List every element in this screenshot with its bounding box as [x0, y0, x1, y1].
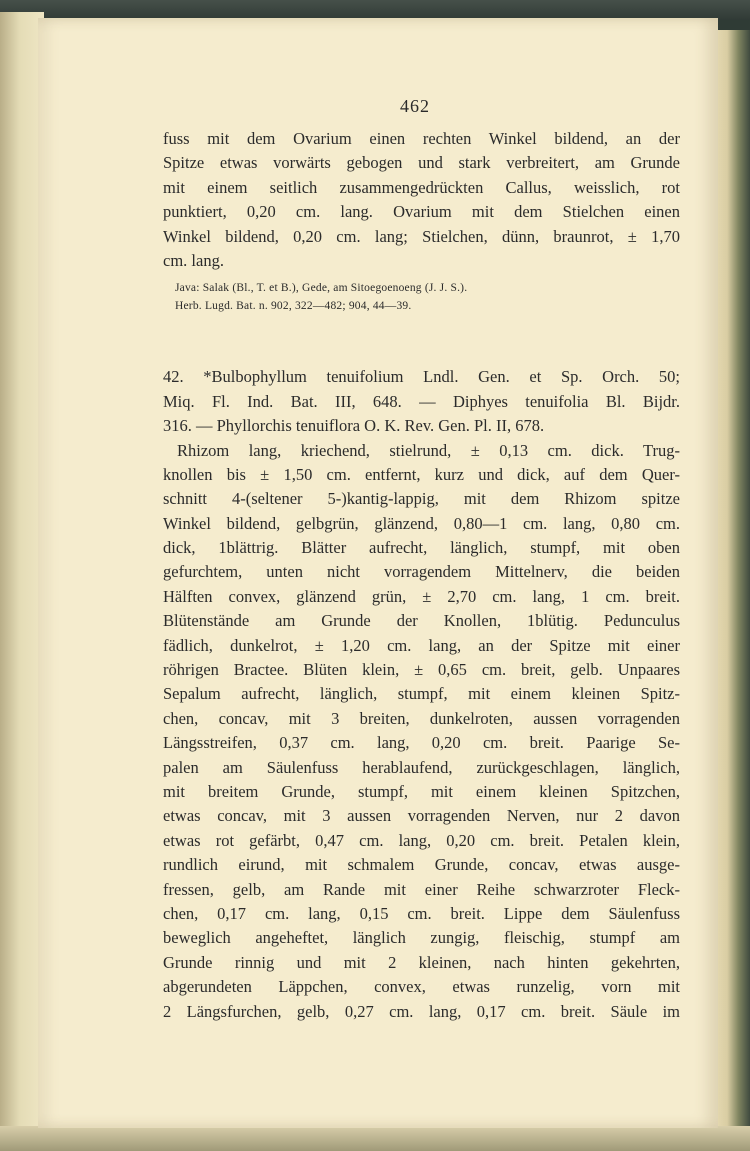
text-block [163, 127, 680, 1024]
bottom-edge [0, 1126, 750, 1151]
page-number: 462 [400, 96, 430, 116]
text-line: fuss mit dem Ovarium einen rechten Winkel bildend, an der [163, 129, 680, 148]
text-line: Winkel bildend, 0,20 cm. lang; Stielchen, dünn, braunrot, ± 1,70 [163, 226, 680, 246]
description-line: beweglich angeheftet, länglich zungig, fleischig, stumpf am [163, 928, 680, 948]
description-line: etwas concav, mit 3 aussen vorragenden Nerven, nur 2 davon [163, 806, 680, 826]
description-line: etwas rot gefärbt, 0,47 cm. lang, 0,20 cm. breit. Petalen klein, [163, 830, 680, 850]
species-title-line: 42. *Bulbophyllum tenuifolium Lndl. Gen. et Sp. Orch. 50; [163, 367, 680, 387]
description-line: palen am Säulenfuss herablaufend, zurückgeschlagen, länglich, [163, 757, 680, 777]
species-heading [163, 365, 680, 438]
description-line: gefurchtem, unten nicht vorragendem Mittelnerv, die beiden [163, 562, 680, 582]
locality-notes [163, 279, 680, 315]
description-line: Winkel bildend, gelbgrün, glänzend, 0,80—1 cm. lang, 0,80 cm. [163, 513, 680, 533]
description-line: abgerundeten Läppchen, convex, etwas runzelig, vorn mit [163, 977, 680, 997]
description-line: röhrigen Bractee. Blüten klein, ± 0,65 cm. breit, gelb. Unpaares [163, 660, 680, 680]
synonym-line: 316. — Phyllorchis tenuiflora O. K. Rev. Gen. Pl. II, 678. [163, 416, 545, 436]
top-background [0, 0, 750, 20]
description-line: schnitt 4-(seltener 5-)kantig-lappig, mit dem Rhizom spitze [163, 489, 680, 509]
locality-line: Java: Salak (Bl., T. et B.), Gede, am Sitoegoenoeng (J. J. S.). [175, 282, 468, 295]
synonym-line: Miq. Fl. Ind. Bat. III, 648. — Diphyes tenuifolia Bl. Bijdr. [163, 391, 680, 411]
text-line: mit einem seitlich zusammengedrückten Callus, weisslich, rot [163, 177, 680, 197]
text-line: cm. lang. [163, 250, 224, 270]
description-line: chen, concav, mit 3 breiten, dunkelroten, aussen vorragenden [163, 708, 680, 728]
spacer [163, 315, 680, 365]
description-line: mit breitem Grunde, stumpf, mit einem kleinen Spitzchen, [163, 781, 680, 801]
description-line: dick, 1blättrig. Blätter aufrecht, länglich, stumpf, mit oben [163, 538, 680, 558]
description-line: Hälften convex, glänzend grün, ± 2,70 cm. lang, 1 cm. breit. [163, 586, 680, 606]
paragraph-continued [163, 127, 680, 273]
text-line: punktiert, 0,20 cm. lang. Ovarium mit dem Stielchen einen [163, 202, 680, 222]
herbarium-line: Herb. Lugd. Bat. n. 902, 322—482; 904, 44—39. [175, 300, 412, 313]
description-line: Grunde rinnig und mit 2 kleinen, nach hinten gekehrten, [163, 952, 680, 972]
description-line: Sepalum aufrecht, länglich, stumpf, mit einem kleinen Spitz- [163, 684, 680, 704]
description-line: fressen, gelb, am Rande mit einer Reihe schwarzroter Fleck- [163, 879, 680, 899]
description-line: Längsstreifen, 0,37 cm. lang, 0,20 cm. breit. Paarige Se- [163, 733, 680, 753]
description-line: Rhizom lang, kriechend, stielrund, ± 0,13 cm. dick. Trug- [177, 440, 680, 460]
description-line: Blütenstände am Grunde der Knollen, 1blütig. Pedunculus [163, 611, 680, 631]
description-line: rundlich eirund, mit schmalem Grunde, concav, etwas ausge- [163, 855, 680, 875]
text-line: Spitze etwas vorwärts gebogen und stark verbreitert, am Grunde [163, 153, 680, 173]
description-line: fädlich, dunkelrot, ± 1,20 cm. lang, an der Spitze mit einer [163, 635, 680, 655]
species-description [163, 439, 680, 1024]
description-line: knollen bis ± 1,50 cm. entfernt, kurz und dick, auf dem Quer- [163, 464, 680, 484]
description-line: chen, 0,17 cm. lang, 0,15 cm. breit. Lippe dem Säulenfuss [163, 903, 680, 923]
description-line: 2 Längsfurchen, gelb, 0,27 cm. lang, 0,17 cm. breit. Säule im [163, 1001, 680, 1021]
